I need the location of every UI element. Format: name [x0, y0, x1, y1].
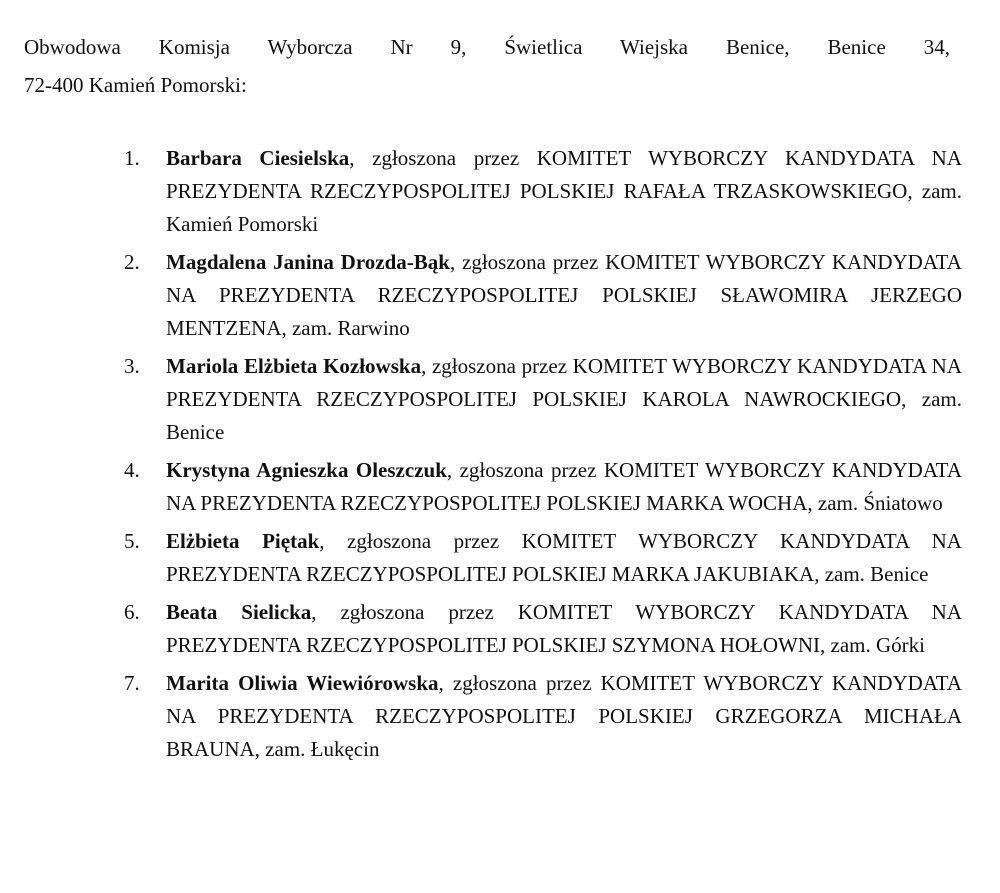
member-name: Elżbieta Piętak: [166, 529, 320, 553]
member-name: Marita Oliwia Wiewiórowska: [166, 671, 439, 695]
member-details: , zgłoszona przez KOMITET WYBORCZY KANDYDATA NA PREZYDENTA RZECZYPOSPOLITEJ POLSKIEJ GRZEGORZA MICHAŁA BRAUNA, zam. Łukęcin: [166, 671, 962, 761]
member-details: , zgłoszona przez KOMITET WYBORCZY KANDYDATA NA PREZYDENTA RZECZYPOSPOLITEJ POLSKIEJ MARKA WOCHA, zam. Śniatowo: [166, 458, 962, 515]
list-item: [124, 454, 962, 520]
member-details: , zgłoszona przez KOMITET WYBORCZY KANDYDATA NA PREZYDENTA RZECZYPOSPOLITEJ POLSKIEJ SZYMONA HOŁOWNI, zam. Górki: [166, 600, 962, 657]
member-name: Magdalena Janina Drozda-Bąk: [166, 250, 450, 274]
member-details: , zgłoszona przez KOMITET WYBORCZY KANDYDATA NA PREZYDENTA RZECZYPOSPOLITEJ POLSKIEJ RAFAŁA TRZASKOWSKIEGO, zam. Kamień Pomorski: [166, 146, 962, 236]
commission-header: [24, 28, 950, 104]
member-name: Krystyna Agnieszka Oleszczuk: [166, 458, 447, 482]
list-item-number: 1.: [124, 146, 140, 170]
commission-header-line1: Obwodowa Komisja Wyborcza Nr 9, Świetlica Wiejska Benice, Benice 34,: [24, 35, 950, 59]
member-name: Beata Sielicka: [166, 600, 312, 624]
list-item: [124, 246, 962, 345]
list-item-number: 2.: [124, 250, 140, 274]
list-item: [124, 350, 962, 449]
list-item: [124, 142, 962, 241]
member-name: Barbara Ciesielska: [166, 146, 350, 170]
list-item: [124, 596, 962, 662]
list-item-number: 3.: [124, 354, 140, 378]
list-item-number: 4.: [124, 458, 140, 482]
member-details: , zgłoszona przez KOMITET WYBORCZY KANDYDATA NA PREZYDENTA RZECZYPOSPOLITEJ POLSKIEJ MARKA JAKUBIAKA, zam. Benice: [166, 529, 962, 586]
list-item: [124, 525, 962, 591]
list-item-number: 5.: [124, 529, 140, 553]
member-details: , zgłoszona przez KOMITET WYBORCZY KANDYDATA NA PREZYDENTA RZECZYPOSPOLITEJ POLSKIEJ KAROLA NAWROCKIEGO, zam. Benice: [166, 354, 962, 444]
member-name: Mariola Elżbieta Kozłowska: [166, 354, 422, 378]
list-item-number: 7.: [124, 671, 140, 695]
list-item-number: 6.: [124, 600, 140, 624]
commission-header-line2: 72-400 Kamień Pomorski:: [24, 73, 247, 97]
member-list: [24, 142, 960, 766]
list-item: [124, 667, 962, 766]
member-details: , zgłoszona przez KOMITET WYBORCZY KANDYDATA NA PREZYDENTA RZECZYPOSPOLITEJ POLSKIEJ SŁAWOMIRA JERZEGO MENTZENA, zam. Rarwino: [166, 250, 962, 340]
